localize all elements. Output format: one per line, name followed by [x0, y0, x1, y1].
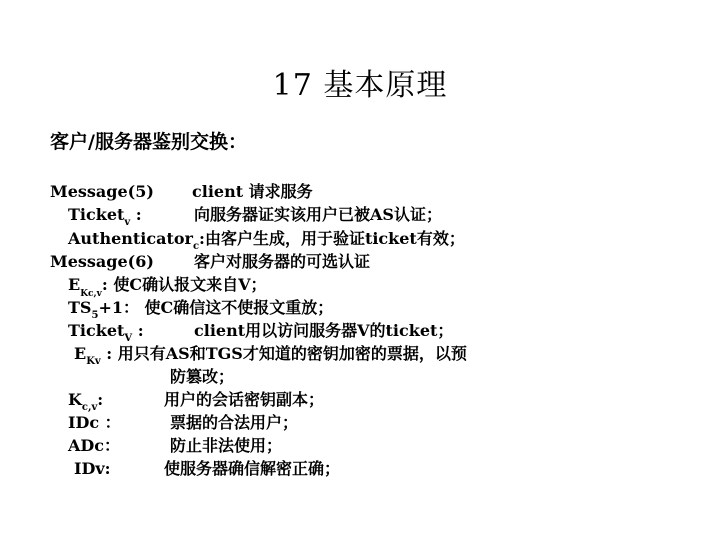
description: 防篡改； — [170, 367, 235, 386]
description: 使服务器确信解密正确； — [164, 459, 341, 478]
term: E — [74, 344, 87, 363]
term: Ticket — [68, 321, 125, 340]
term-subscript: v — [124, 217, 131, 228]
term-subscript: 5 — [91, 310, 99, 321]
description: 票据的合法用户； — [170, 413, 299, 432]
line-authenticator — [68, 229, 465, 252]
desc-adc — [170, 436, 282, 456]
line-ticket-V — [68, 321, 144, 344]
page-title: 17 基本原理 — [272, 68, 448, 103]
term-subscript: Kv — [86, 356, 101, 367]
line-k-cv — [68, 390, 103, 413]
term: IDc ： — [68, 413, 121, 432]
term: E — [68, 275, 81, 294]
description: +1： 使C确信这不使报文重放； — [98, 298, 334, 317]
term-colon: : — [97, 390, 104, 409]
term: IDv: — [74, 459, 111, 478]
line-adc — [68, 436, 120, 456]
desc-ticket-v — [194, 205, 442, 225]
line-idc — [68, 413, 121, 433]
section-heading: 客户/服务器鉴别交换： — [50, 131, 247, 153]
term-subscript: Kc,v — [80, 289, 102, 299]
line-message5 — [50, 182, 154, 202]
term-subscript: c,v — [81, 402, 98, 413]
desc-message6 — [194, 252, 370, 272]
term: Ticket — [68, 205, 125, 224]
description: 用户的会话密钥副本； — [164, 390, 325, 409]
line-e-kcv — [68, 275, 267, 298]
term: Authenticator — [68, 229, 193, 248]
description: 向服务器证实该用户已被AS认证； — [194, 205, 442, 224]
line-message6 — [50, 252, 154, 272]
desc-message5 — [192, 182, 313, 202]
description: 客户对服务器的可选认证 — [194, 252, 371, 271]
line-ts5 — [68, 298, 333, 321]
description: client 请求服务 — [192, 182, 313, 201]
term-subscript: V — [124, 333, 133, 344]
line-ticket-v — [68, 205, 142, 228]
line-e-kv — [74, 344, 467, 367]
desc-ticket-V — [194, 321, 453, 341]
description: : 用只有AS和TGS才知道的密钥加密的票据，以预 — [100, 344, 467, 363]
description: client用以访问服务器V的ticket； — [194, 321, 454, 340]
term-subscript: c — [192, 241, 200, 252]
desc-idv — [164, 459, 340, 479]
description: 防止非法使用； — [170, 436, 283, 455]
term: TS — [68, 298, 92, 317]
description: : 使C确认报文来自V； — [101, 275, 267, 294]
term: ADc： — [68, 436, 121, 455]
desc-k-cv — [164, 390, 324, 410]
line-idv — [74, 459, 111, 479]
line-e-kv-continued — [170, 367, 234, 387]
term: Message(5) — [50, 182, 154, 201]
term-colon: : — [132, 321, 144, 340]
desc-idc — [170, 413, 298, 433]
term: K — [68, 390, 82, 409]
term: Message(6) — [50, 252, 154, 271]
description: :由客户生成，用于验证ticket有效； — [199, 229, 465, 248]
term-colon: : — [130, 205, 142, 224]
